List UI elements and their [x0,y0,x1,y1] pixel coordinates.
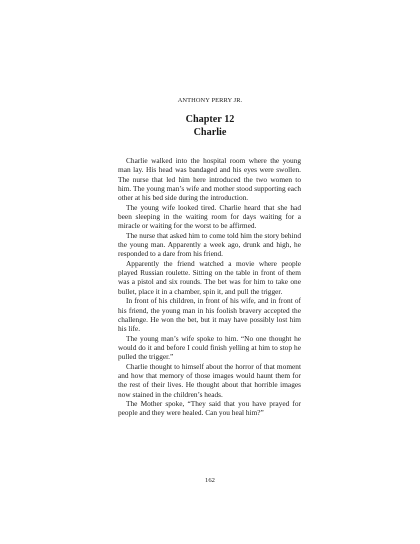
paragraph: Charlie walked into the hospital room where the young man lay. His head was bandaged and his eyes were swollen. The nurse that led him here introduced the two women to him. The young man’s wife and mother stood supporting each other at his bed side during the introduction. [118,156,301,203]
chapter-number: Chapter 12 [185,114,235,125]
chapter-title: Charlie [193,126,227,138]
page-number: 162 [205,477,215,484]
paragraph: In front of his children, in front of his wife, and in front of his friend, the young man in his foolish bravery accepted the challenge. He won the bet, but it may have possibly lost him his life. [118,296,301,334]
paragraph: Charlie thought to himself about the horror of that moment and how that memory of those images would haunt them for the rest of their lives. He thought about that horrible images now stained in the children’s heads. [118,361,301,399]
paragraph: The Mother spoke, “They said that you have prayed for people and they were healed. Can you heal him?” [118,398,301,418]
paragraph: The young wife looked tired. Charlie heard that she had been sleeping in the waiting room for days waiting for a miracle or waiting for the worst to be affirmed. [118,202,301,231]
paragraph: The young man’s wife spoke to him. “No one thought he would do it and before I could finish yelling at him to stop he pulled the trigger.” [118,333,301,362]
running-head: ANTHONY PERRY JR. [177,97,243,104]
paragraph: The nurse that asked him to come told him the story behind the young man. Apparently a week ago, drunk and high, he responded to a dare from his friend. [118,230,301,259]
paragraph: Apparently the friend watched a movie where people played Russian roulette. Sitting on the table in front of them was a pistol and six rounds. The bet was for him to take one bullet, place it in a chamber, spin it, and pull the trigger. [118,258,301,296]
body-text [118,156,301,418]
chapter-heading [0,114,420,139]
